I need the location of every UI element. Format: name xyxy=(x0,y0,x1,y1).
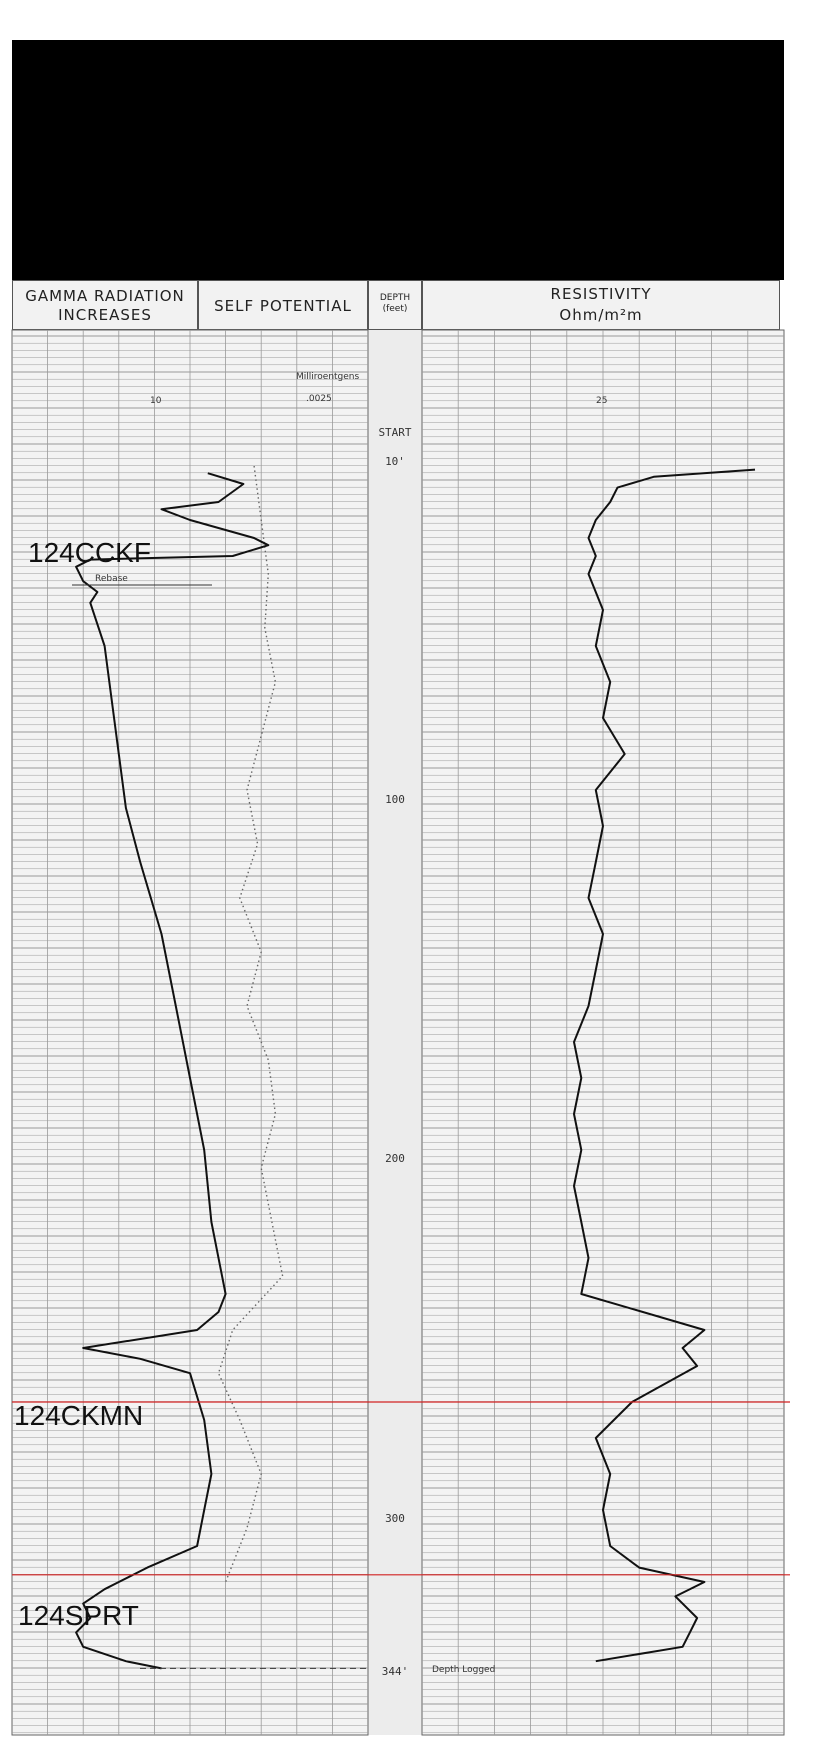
depth-label-top: 10' xyxy=(385,455,405,468)
depth-label-start: START xyxy=(378,426,412,439)
depth-label-200: 200 xyxy=(385,1152,405,1165)
unit-label-124sprt: 124SPRT xyxy=(18,1600,139,1631)
depth-label-bottom: 344' xyxy=(381,1665,409,1678)
depth-label-300: 300 xyxy=(385,1512,405,1525)
depth-header-line2: (feet) xyxy=(382,304,408,314)
resistivity-scale-label: 25 xyxy=(596,396,608,406)
gamma-scale-label: 10 xyxy=(150,396,162,406)
unit-label-124ckmn: 124CKMN xyxy=(14,1400,144,1431)
rebase-label: Rebase xyxy=(95,574,128,584)
gamma-header-line1: GAMMA RADIATION xyxy=(25,287,185,305)
sp-scale-label: .0025 xyxy=(306,394,332,404)
resistivity-header-label: RESISTIVITY xyxy=(550,285,652,303)
depth-header-line1: DEPTH xyxy=(379,293,411,303)
depth-label-100: 100 xyxy=(385,793,405,806)
resistivity-unit-label: Ohm/m²m xyxy=(559,306,643,324)
unit-label-124cckf: 124CCKF xyxy=(28,537,151,568)
gamma-header-line2: INCREASES xyxy=(58,306,152,324)
sp-header-label: SELF POTENTIAL xyxy=(214,297,352,315)
sp-unit-label: Milliroentgens xyxy=(296,372,360,382)
depth-logged-label: Depth Logged xyxy=(432,1665,496,1675)
